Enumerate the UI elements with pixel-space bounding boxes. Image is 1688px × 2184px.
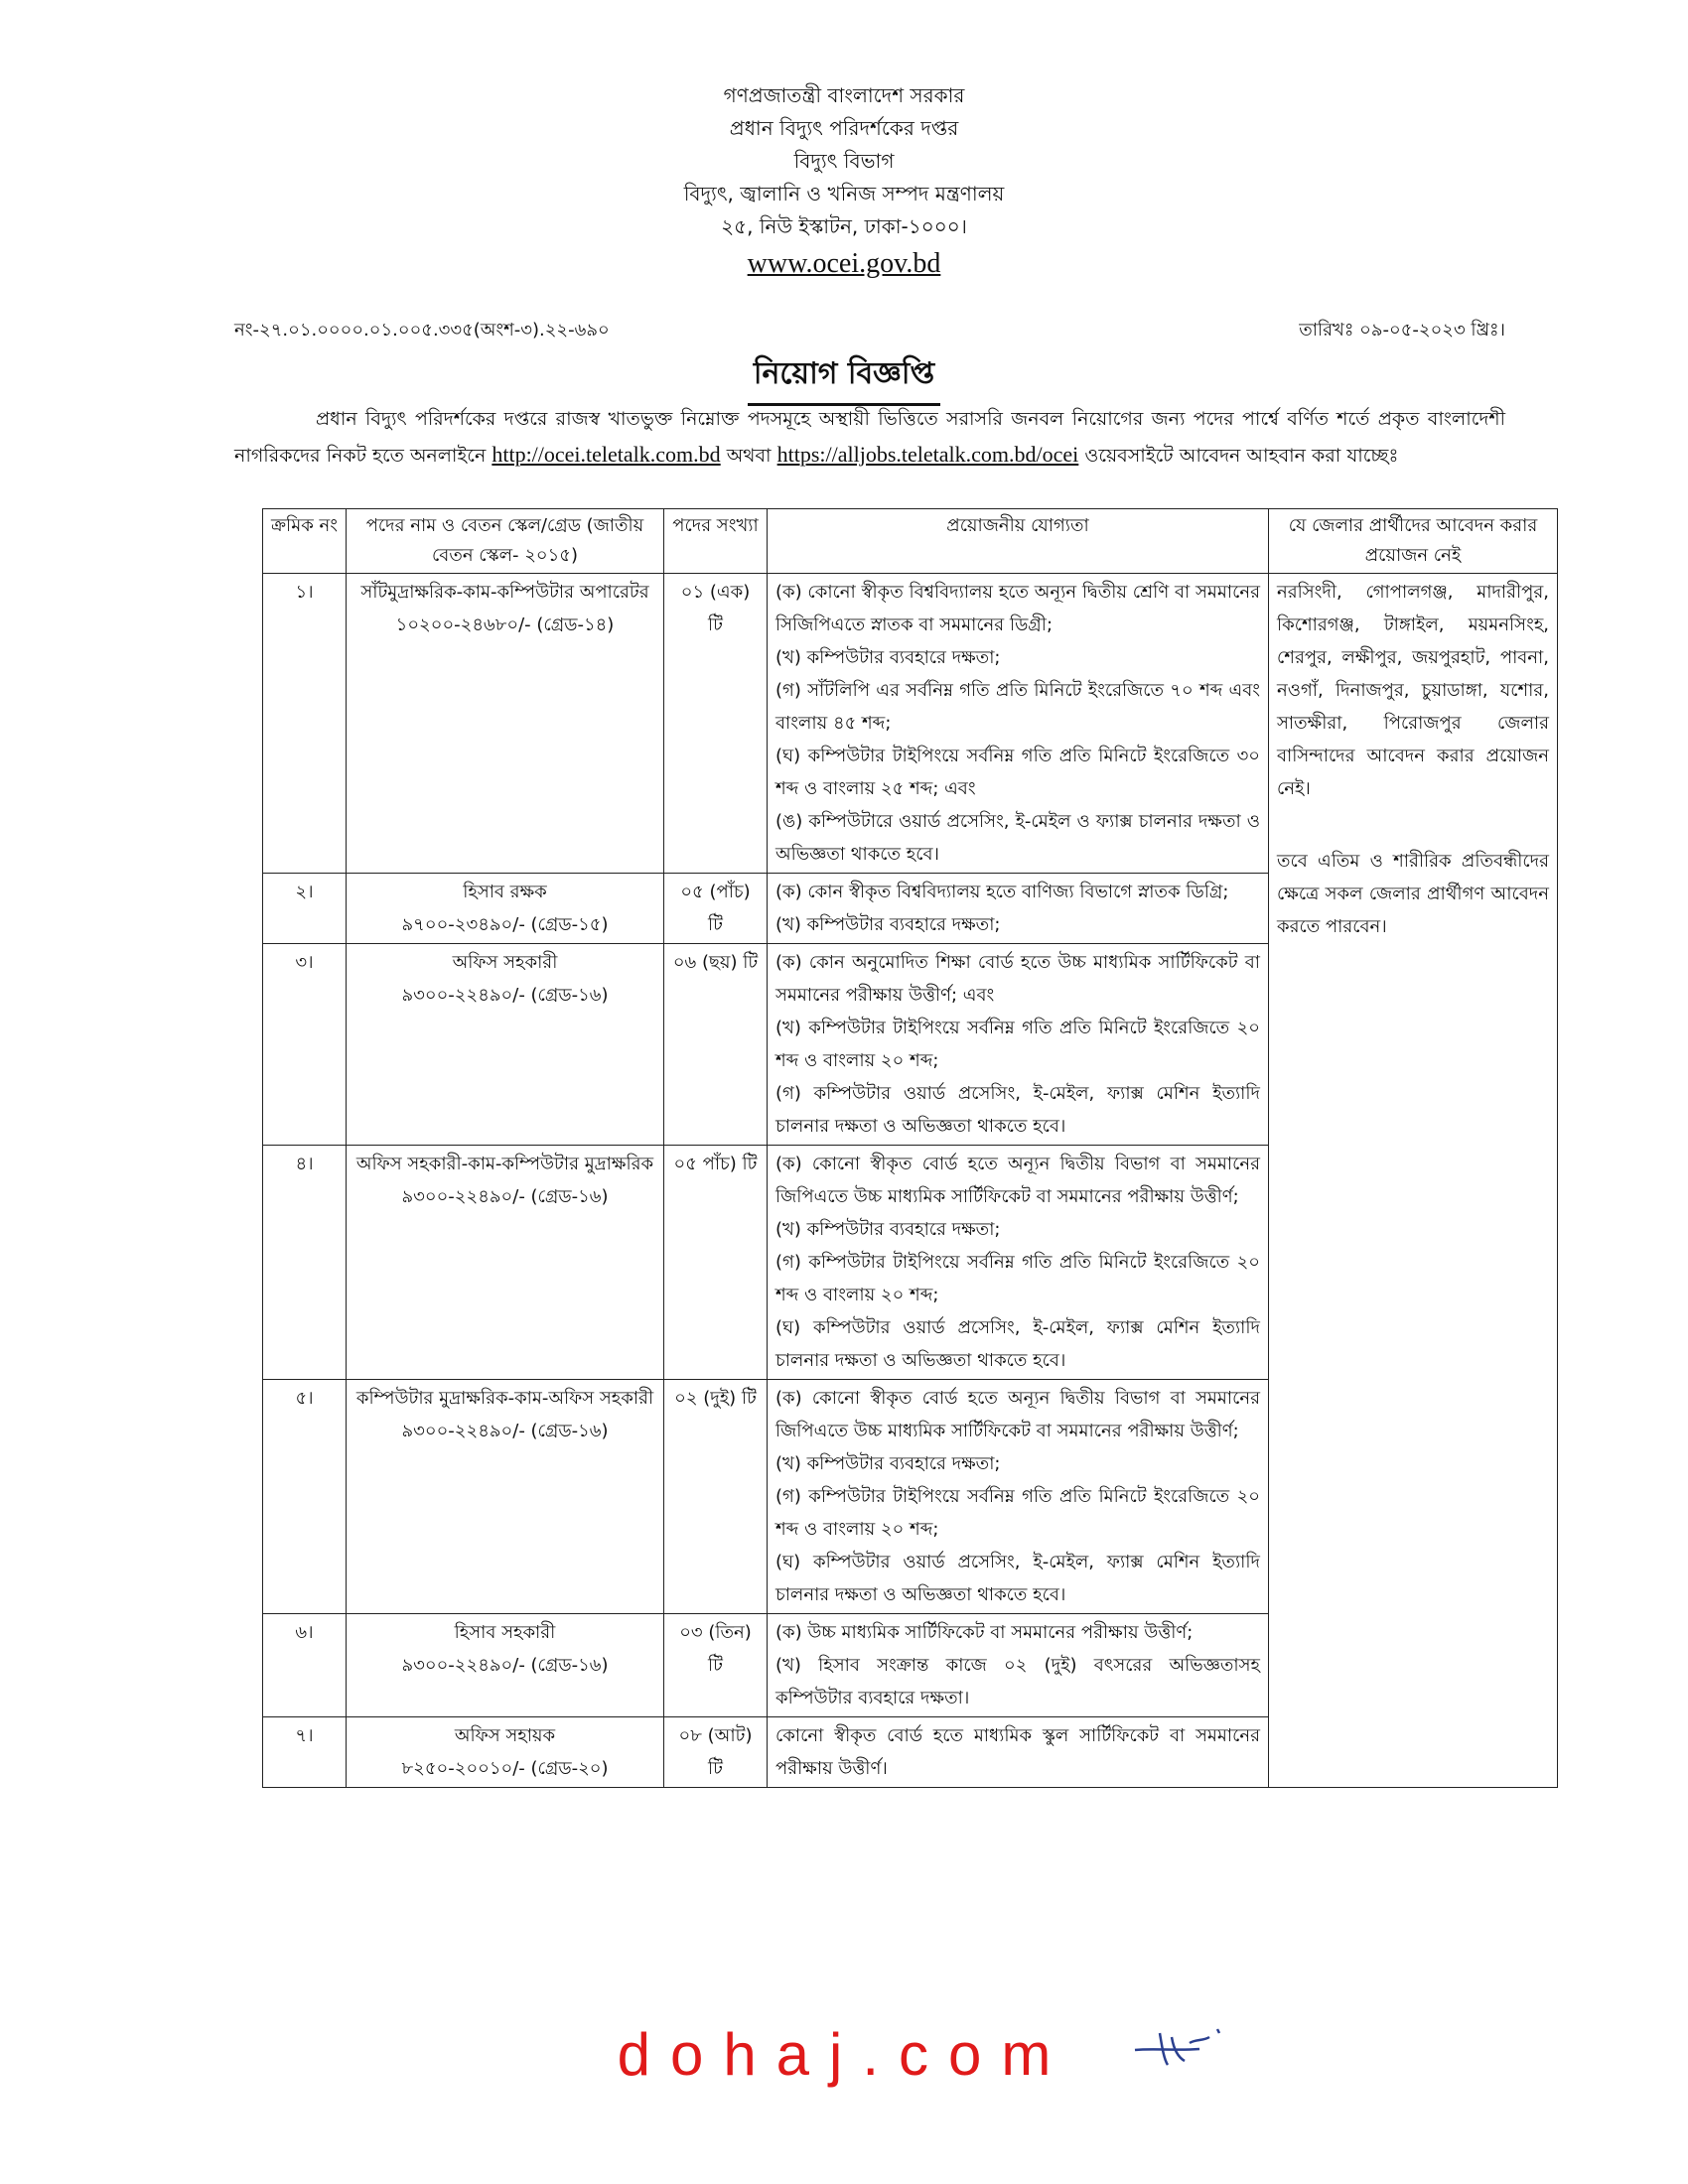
post-name: হিসাব সহকারী	[454, 1622, 556, 1643]
intro-text-1: প্রধান বিদ্যুৎ পরিদর্শকের দপ্তরে রাজস্ব খাতভুক্ত নিম্নোক্ত পদসমূহে অস্থায়ী ভিত্তিতে সরাসরি জনবল নিয়োগের জন্য পদের পার্শ্বে বর্ণিত শর্তে প্রকৃত বাংলাদেশী নাগরিকদের নিকট হতে অনলাইনে	[234, 408, 1505, 467]
watermark: dohaj.com	[617, 2021, 1071, 2088]
post-name: অফিস সহকারী	[452, 952, 558, 973]
post-scale: ৯৩০০-২২৪৯০/- (গ্রেড-১৬)	[401, 1421, 609, 1441]
cell-count: ০৫ পাঁচ) টি	[664, 1146, 768, 1380]
qualification-item: (ঙ) কম্পিউটারে ওয়ার্ড প্রসেসিং, ই-মেইল ও ফ্যাক্স চালনার দক্ষতা ও অভিজ্ঞতা থাকতে হবে।	[775, 811, 1260, 865]
intro-url-1: http://ocei.teletalk.com.bd	[492, 442, 721, 467]
post-scale: ৯৩০০-২২৪৯০/- (গ্রেড-১৬)	[401, 1186, 609, 1207]
qualification-item: (খ) কম্পিউটার ব্যবহারে দক্ষতা;	[775, 914, 1001, 935]
cell-qualification	[768, 1380, 1269, 1614]
cell-count: ০৮ (আট) টি	[664, 1717, 768, 1788]
qualification-item: (খ) হিসাব সংক্রান্ত কাজে ০২ (দুই) বৎসরের অভিজ্ঞতাসহ কম্পিউটার ব্যবহারে দক্ষতা।	[775, 1655, 1260, 1708]
cell-post	[347, 1146, 664, 1380]
cell-post	[347, 574, 664, 874]
cell-serial: ৪।	[263, 1146, 347, 1380]
cell-count: ০২ (দুই) টি	[664, 1380, 768, 1614]
cell-serial: ১।	[263, 574, 347, 874]
intro-paragraph	[234, 402, 1505, 474]
memo-date: তারিখঃ ০৯-০৫-২০২৩ খ্রিঃ।	[1299, 320, 1505, 341]
header-government: গণপ্রজাতন্ত্রী বাংলাদেশ সরকার	[723, 83, 965, 107]
qualification-item: (ঘ) কম্পিউটার ওয়ার্ড প্রসেসিং, ই-মেইল, ফ্যাক্স মেশিন ইত্যাদি চালনার দক্ষতা ও অভিজ্ঞতা থাকতে হবে।	[775, 1317, 1260, 1371]
cell-serial: ৬।	[263, 1614, 347, 1717]
qualification-item: (খ) কম্পিউটার টাইপিংয়ে সর্বনিম্ন গতি প্রতি মিনিটে ইংরেজিতে ২০ শব্দ ও বাংলায় ২০ শব্দ;	[775, 1018, 1260, 1071]
memo-number: নং-২৭.০১.০০০০.০১.০০৫.৩৩৫(অংশ-৩).২২-৬৯০	[234, 320, 610, 341]
office-header	[0, 79, 1688, 283]
header-address: ২৫, নিউ ইস্কাটন, ঢাকা-১০০০।	[721, 214, 967, 238]
qualification-item: (গ) কম্পিউটার টাইপিংয়ে সর্বনিম্ন গতি প্রতি মিনিটে ইংরেজিতে ২০ শব্দ ও বাংলায় ২০ শব্দ;	[775, 1486, 1260, 1540]
qualification-item: (ক) কোনো স্বীকৃত বোর্ড হতে অন্যূন দ্বিতীয় বিভাগ বা সমমানের জিপিএতে উচ্চ মাধ্যমিক সার্টিফিকেট বা সমমানের পরীক্ষায় উত্তীর্ণ;	[775, 1388, 1260, 1441]
header-district: যে জেলার প্রার্থীদের আবেদন করার প্রয়োজন নেই	[1269, 509, 1558, 574]
signature-mark	[1130, 2015, 1229, 2075]
header-ministry: বিদ্যুৎ, জ্বালানি ও খনিজ সম্পদ মন্ত্রণালয়	[683, 182, 1005, 205]
cell-count: ০১ (এক) টি	[664, 574, 768, 874]
cell-qualification	[768, 874, 1269, 944]
qualification-item: (খ) কম্পিউটার ব্যবহারে দক্ষতা;	[775, 1219, 1001, 1240]
table-header-row	[263, 509, 1558, 574]
district-note-exception: তবে এতিম ও শারীরিক প্রতিবন্ধীদের ক্ষেত্রে সকল জেলার প্রার্থীগণ আবেদন করতে পারবেন।	[1277, 851, 1549, 937]
cell-count: ০৬ (ছয়) টি	[664, 944, 768, 1146]
post-name: সাঁটমুদ্রাক্ষরিক-কাম-কম্পিউটার অপারেটর	[360, 582, 649, 603]
cell-post	[347, 1717, 664, 1788]
qualification-item: (ক) উচ্চ মাধ্যমিক সার্টিফিকেট বা সমমানের পরীক্ষায় উত্তীর্ণ;	[775, 1622, 1194, 1643]
cell-serial: ২।	[263, 874, 347, 944]
qualification-item: (ক) কোন স্বীকৃত বিশ্ববিদ্যালয় হতে বাণিজ্য বিভাগে স্নাতক ডিগ্রি;	[775, 882, 1229, 902]
qualification-item: (গ) কম্পিউটার ওয়ার্ড প্রসেসিং, ই-মেইল, ফ্যাক্স মেশিন ইত্যাদি চালনার দক্ষতা ও অভিজ্ঞতা থাকতে হবে।	[775, 1083, 1260, 1137]
cell-post	[347, 1614, 664, 1717]
header-post: পদের নাম ও বেতন স্কেল/গ্রেড (জাতীয় বেতন স্কেল- ২০১৫)	[347, 509, 664, 574]
qualification-item: (গ) কম্পিউটার টাইপিংয়ে সর্বনিম্ন গতি প্রতি মিনিটে ইংরেজিতে ২০ শব্দ ও বাংলায় ২০ শব্দ;	[775, 1252, 1260, 1305]
qualification-item: (ঘ) কম্পিউটার ওয়ার্ড প্রসেসিং, ই-মেইল, ফ্যাক্স মেশিন ইত্যাদি চালনার দক্ষতা ও অভিজ্ঞতা থাকতে হবে।	[775, 1552, 1260, 1605]
intro-or: অথবা	[726, 445, 772, 467]
cell-count: ০৩ (তিন) টি	[664, 1614, 768, 1717]
cell-district-restrictions	[1269, 574, 1558, 1788]
post-name: কম্পিউটার মুদ্রাক্ষরিক-কাম-অফিস সহকারী	[355, 1388, 654, 1409]
qualification-item: (খ) কম্পিউটার ব্যবহারে দক্ষতা;	[775, 647, 1001, 668]
cell-serial: ৩।	[263, 944, 347, 1146]
header-website: www.ocei.gov.bd	[747, 248, 941, 279]
notice-title	[0, 349, 1688, 406]
jobs-table	[262, 508, 1558, 1788]
cell-serial: ৭।	[263, 1717, 347, 1788]
post-scale: ৯৩০০-২২৪৯০/- (গ্রেড-১৬)	[401, 1655, 609, 1676]
header-office: প্রধান বিদ্যুৎ পরিদর্শকের দপ্তর	[729, 116, 959, 140]
cell-qualification	[768, 1146, 1269, 1380]
qualification-item: কোনো স্বীকৃত বোর্ড হতে মাধ্যমিক স্কুল সার্টিফিকেট বা সমমানের পরীক্ষায় উত্তীর্ণ।	[775, 1725, 1260, 1779]
cell-qualification	[768, 944, 1269, 1146]
header-division: বিদ্যুৎ বিভাগ	[793, 149, 895, 173]
cell-post	[347, 1380, 664, 1614]
qualification-item: (ক) কোন অনুমোদিত শিক্ষা বোর্ড হতে উচ্চ মাধ্যমিক সার্টিফিকেট বা সমমানের পরীক্ষায় উত্তীর্ণ; এবং	[775, 952, 1260, 1006]
header-serial: ক্রমিক নং	[263, 509, 347, 574]
district-note-excluded: নরসিংদী, গোপালগঞ্জ, মাদারীপুর, কিশোরগঞ্জ, টাঙ্গাইল, ময়মনসিংহ, শেরপুর, লক্ষীপুর, জয়পুরহাট, পাবনা, নওগাঁ, দিনাজপুর, চুয়াডাঙ্গা, যশোর, সাতক্ষীরা, পিরোজপুর জেলার বাসিন্দাদের আবেদন করার প্রয়োজন নেই।	[1277, 582, 1549, 799]
qualification-item: (ক) কোনো স্বীকৃত বিশ্ববিদ্যালয় হতে অন্যূন দ্বিতীয় শ্রেণি বা সমমানের সিজিপিএতে স্নাতক বা সমমানের ডিগ্রী;	[775, 582, 1260, 635]
cell-qualification	[768, 574, 1269, 874]
cell-serial: ৫।	[263, 1380, 347, 1614]
qualification-item: (গ) সাঁটলিপি এর সর্বনিম্ন গতি প্রতি মিনিটে ইংরেজিতে ৭০ শব্দ এবং বাংলায় ৪৫ শব্দ;	[775, 680, 1260, 734]
cell-qualification	[768, 1717, 1269, 1788]
cell-post	[347, 944, 664, 1146]
cell-qualification	[768, 1614, 1269, 1717]
post-name: অফিস সহায়ক	[454, 1725, 556, 1746]
intro-text-2: ওয়েবসাইটে আবেদন আহবান করা যাচ্ছেঃ	[1084, 445, 1399, 467]
post-scale: ৯৩০০-২২৪৯০/- (গ্রেড-১৬)	[401, 985, 609, 1006]
cell-count: ০৫ (পাঁচ) টি	[664, 874, 768, 944]
notice-title-text: নিয়োগ বিজ্ঞপ্তি	[748, 349, 940, 406]
table-row	[263, 574, 1558, 874]
post-scale: ৮২৫০-২০০১০/- (গ্রেড-২০)	[401, 1758, 609, 1779]
header-qualification: প্রয়োজনীয় যোগ্যতা	[768, 509, 1269, 574]
post-scale: ১০২০০-২৪৬৮০/- (গ্রেড-১৪)	[395, 614, 615, 635]
cell-post	[347, 874, 664, 944]
post-name: হিসাব রক্ষক	[463, 882, 547, 902]
qualification-item: (ঘ) কম্পিউটার টাইপিংয়ে সর্বনিম্ন গতি প্রতি মিনিটে ইংরেজিতে ৩০ শব্দ ও বাংলায় ২৫ শব্দ; এবং	[775, 746, 1260, 799]
qualification-item: (খ) কম্পিউটার ব্যবহারে দক্ষতা;	[775, 1453, 1001, 1474]
intro-url-2: https://alljobs.teletalk.com.bd/ocei	[776, 442, 1079, 467]
header-count: পদের সংখ্যা	[664, 509, 768, 574]
post-name: অফিস সহকারী-কাম-কম্পিউটার মুদ্রাক্ষরিক	[355, 1154, 654, 1174]
qualification-item: (ক) কোনো স্বীকৃত বোর্ড হতে অন্যূন দ্বিতীয় বিভাগ বা সমমানের জিপিএতে উচ্চ মাধ্যমিক সার্টিফিকেট বা সমমানের পরীক্ষায় উত্তীর্ণ;	[775, 1154, 1260, 1207]
post-scale: ৯৭০০-২৩৪৯০/- (গ্রেড-১৫)	[401, 914, 609, 935]
